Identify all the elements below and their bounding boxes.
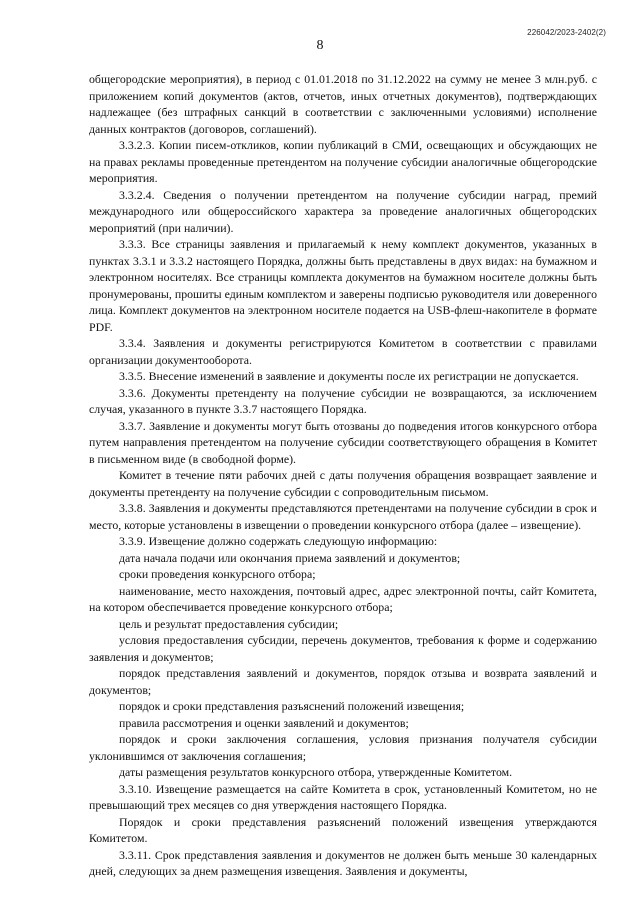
list-item: порядок и сроки представления разъяснений положений извещения; xyxy=(119,699,465,713)
paragraph: 3.3.4. Заявления и документы регистрируются Комитетом в соответствии с правилами организации документооборота. xyxy=(89,336,597,367)
page-number: 8 xyxy=(316,38,324,53)
list-item: наименование, место нахождения, почтовый адрес, адрес электронной почты, сайт Комитета, на котором обеспечивается проведение конкурсного отбора; xyxy=(89,583,597,614)
paragraph: 3.3.7. Заявление и документы могут быть отозваны до подведения итогов конкурсного отбора путем направления претендентом на получение субсидии соответствующего обращения в Комитет в письменном виде (в свободной форме). xyxy=(89,418,597,466)
paragraph: общегородские мероприятия), в период с 01.01.2018 по 31.12.2022 на сумму не менее 3 млн.руб. с приложением копий документов (актов, отчетов, иных отчетных документов), подтверждающих надлежащее (без штрафных санкций в соответствии с заключенными условиями) исполнение данных контрактов (договоров, соглашений). xyxy=(89,72,597,136)
paragraph: 3.3.10. Извещение размещается на сайте Комитета в срок, установленный Комитетом, но не превышающий трех месяцев со дня утверждения настоящего Порядка. xyxy=(89,781,597,812)
list-item: цель и результат предоставления субсидии; xyxy=(119,616,339,631)
document-number: 226042/2023-2402(2) xyxy=(527,28,606,37)
list-item: дата начала подачи или окончания приема заявлений и документов; xyxy=(119,550,461,565)
paragraph: 3.3.5. Внесение изменений в заявление и документы после их регистрации не допускается. xyxy=(119,369,579,383)
paragraph: 3.3.2.3. Копии писем-откликов, копии публикаций в СМИ, освещающих и обсуждающих не на правах рекламы проведенные претендентом на получение субсидии аналогичные общегородские мероприятия. xyxy=(89,138,597,185)
list-item: даты размещения результатов конкурсного отбора, утвержденные Комитетом. xyxy=(119,765,513,779)
paragraph: Комитет в течение пяти рабочих дней с даты получения обращения возвращает заявление и документы претенденту на получение субсидии с сопроводительным письмом. xyxy=(89,468,597,499)
list-item: сроки проведения конкурсного отбора; xyxy=(119,567,316,581)
list-item: порядок представления заявлений и документов, порядок отзыва и возврата заявлений и документов; xyxy=(89,666,597,697)
paragraph: 3.3.3. Все страницы заявления и прилагаемый к нему комплект документов, указанных в пунктах 3.3.1 и 3.3.2 настоящего Порядка, должны быть представлены в двух видах: на бумажном и электронном носителях. Все страницы комплекта документов на бумажном носителе должны быть пронумерованы, прошиты единым комплектом и заверены подписью руководителя или доверенного лица. Комплект документов на электронном носителе подается на USB-флеш-накопителе в формате PDF. xyxy=(89,237,597,334)
paragraph: 3.3.9. Извещение должно содержать следующую информацию: xyxy=(119,534,438,548)
paragraph: Порядок и сроки представления разъяснений положений извещения утверждаются Комитетом. xyxy=(89,814,597,845)
paragraph: 3.3.6. Документы претенденту на получение субсидии не возвращаются, за исключением случая, указанного в пункте 3.3.7 настоящего Порядка. xyxy=(89,385,597,416)
paragraph: 3.3.2.4. Сведения о получении претендентом на получение субсидии наград, премий международного или общероссийского характера за проведение аналогичных общегородских мероприятий (при наличии). xyxy=(89,187,597,235)
list-item: порядок и сроки заключения соглашения, условия признания получателя субсидии уклонившимся от заключения соглашения; xyxy=(89,732,597,763)
list-item: условия предоставления субсидии, перечень документов, требования к форме и содержанию заявления и документов; xyxy=(89,633,597,664)
paragraph: 3.3.11. Срок представления заявления и документов не должен быть меньше 30 календарных дней, следующих за днем размещения извещения. Заявления и документы, xyxy=(89,847,597,878)
paragraph: 3.3.8. Заявления и документы представляются претендентами на получение субсидии в срок и место, которые установлены в извещении о проведении конкурсного отбора (далее – извещение). xyxy=(89,501,597,532)
list-item: правила рассмотрения и оценки заявлений и документов; xyxy=(119,715,409,730)
document-body xyxy=(89,71,597,880)
